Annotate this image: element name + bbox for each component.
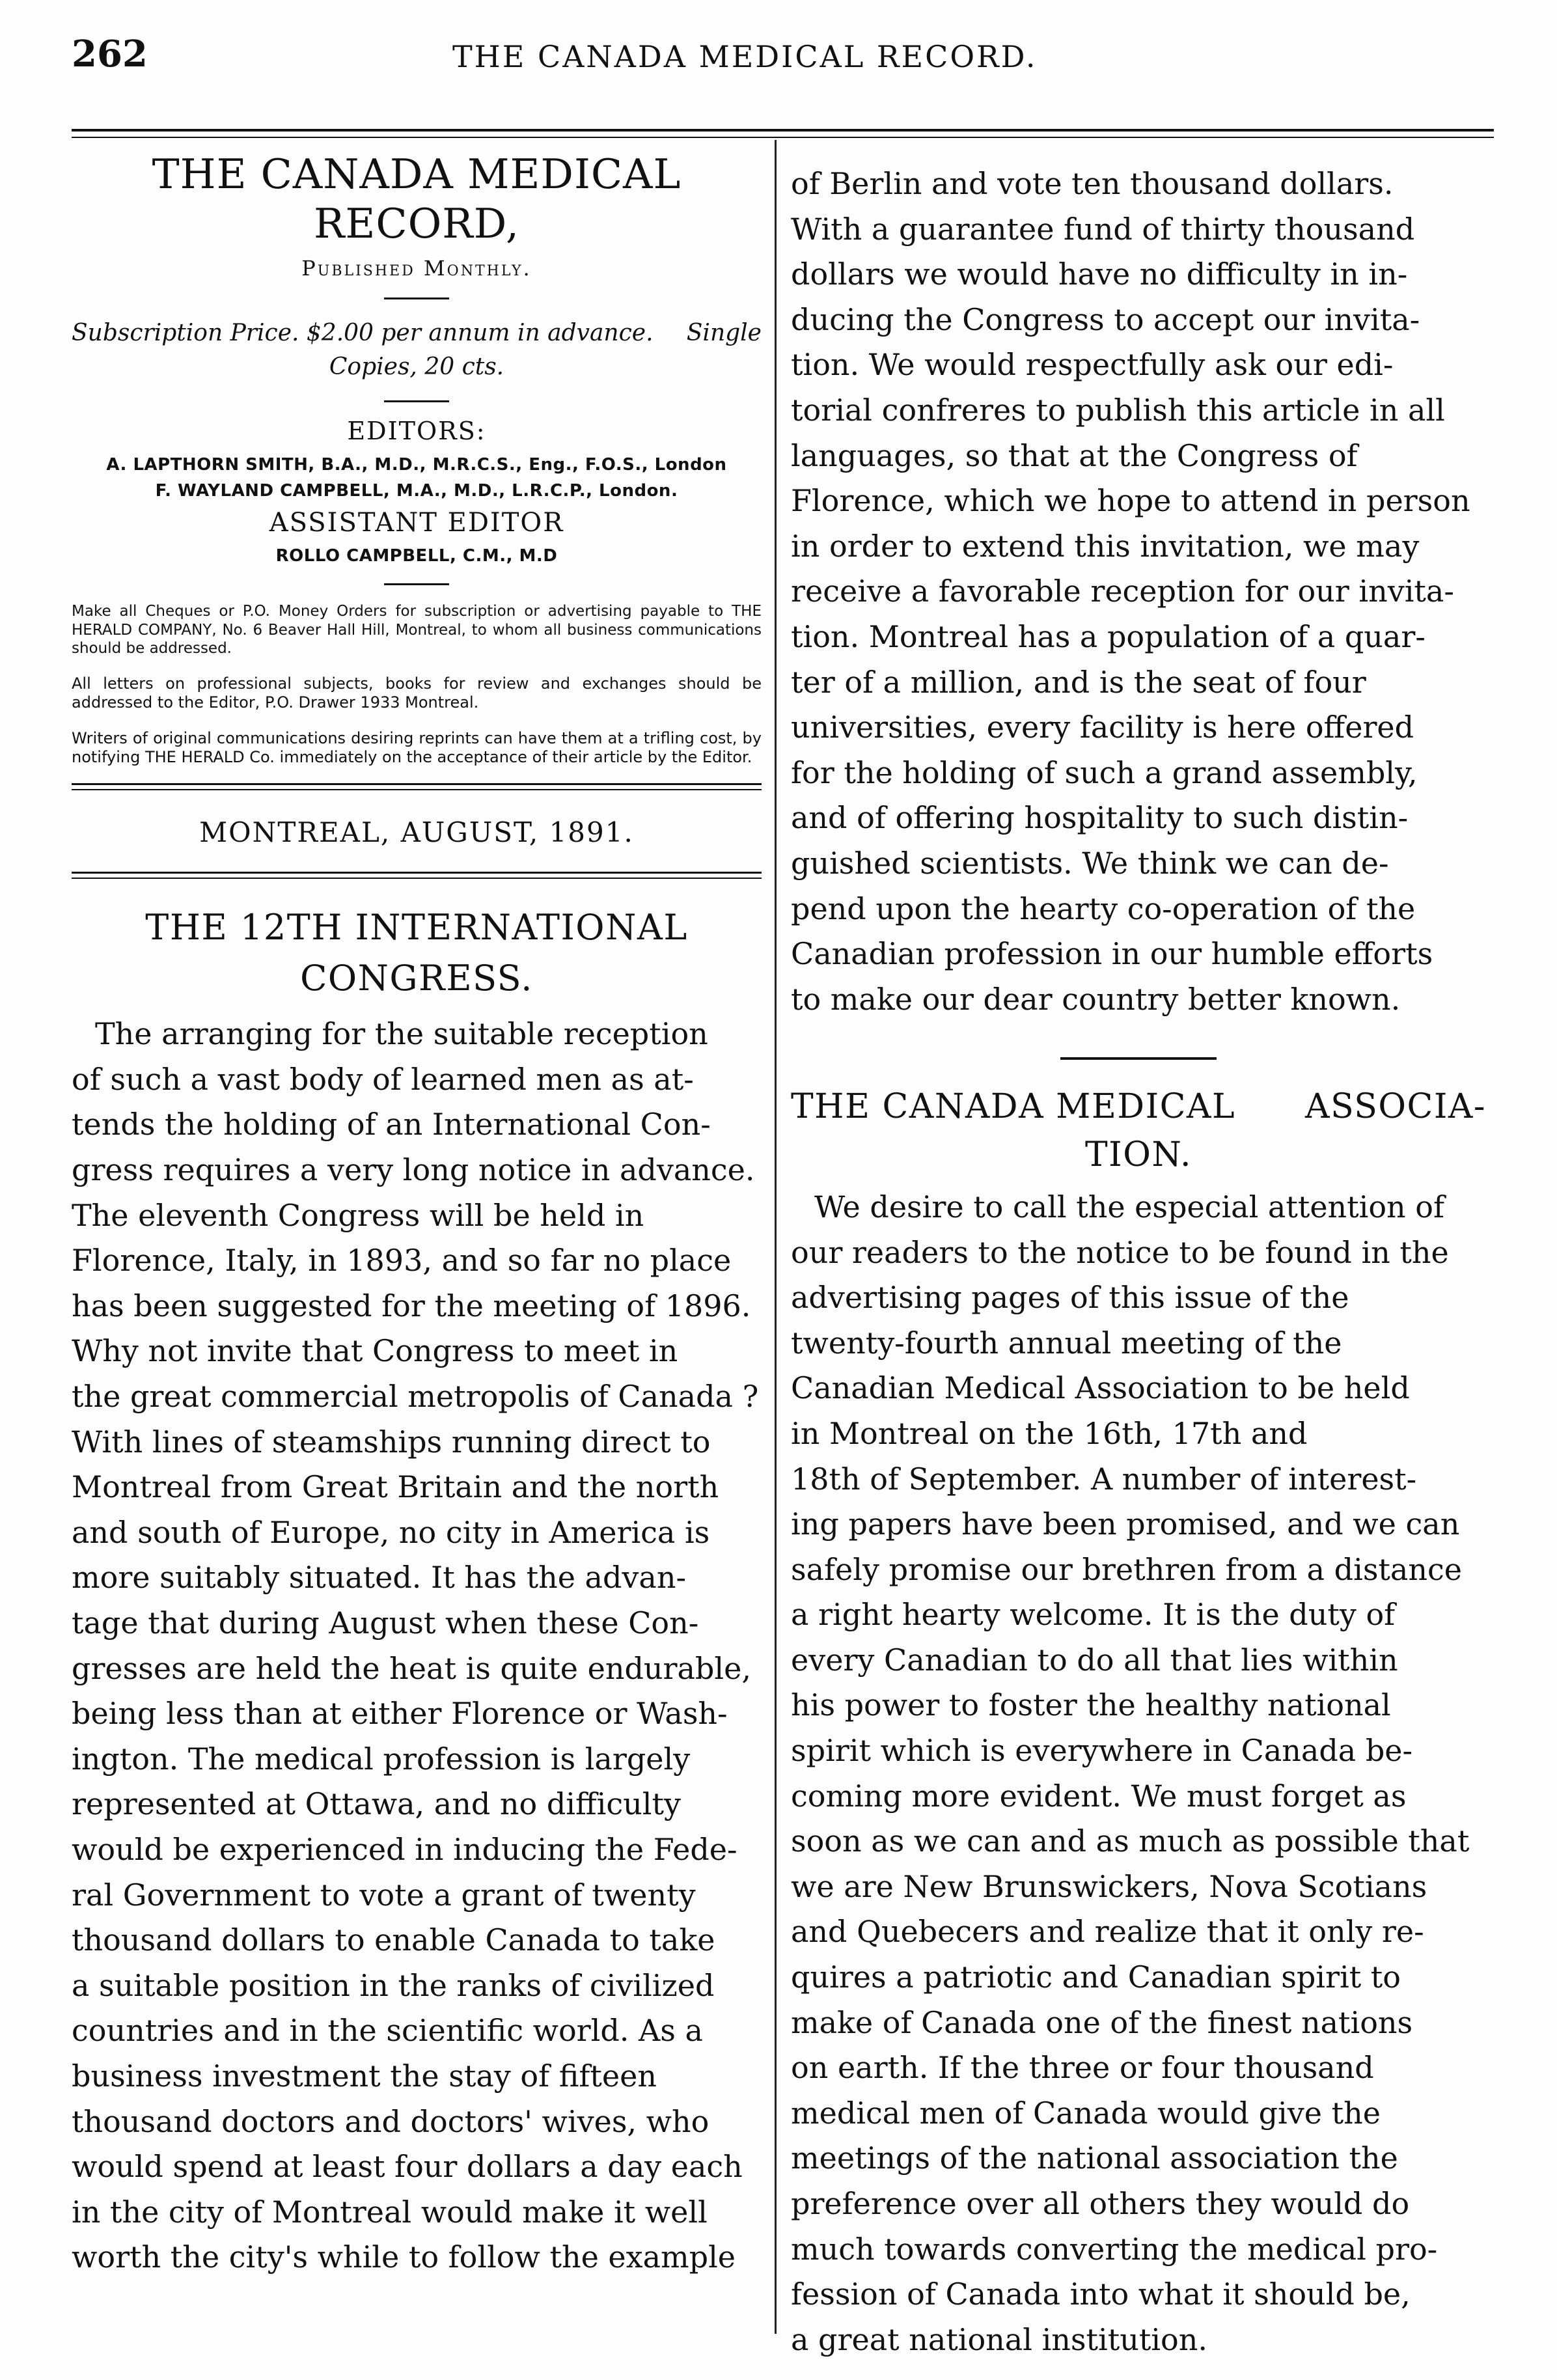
single-label: Single xyxy=(686,320,762,347)
text-line: of Berlin and vote ten thousand dollars. xyxy=(791,166,1394,201)
text-line: We desire to call the especial attention of xyxy=(814,1189,1445,1225)
dateline: MONTREAL, AUGUST, 1891. xyxy=(199,816,634,848)
text-line: gress requires a very long notice in advance. xyxy=(72,1152,755,1188)
article-title-line: THE 12TH INTERNATIONAL xyxy=(145,906,688,948)
assistant-editor-heading: ASSISTANT EDITOR xyxy=(269,508,564,538)
article-body xyxy=(791,1185,1486,2362)
text-line: in order to extend this invitation, we may xyxy=(791,528,1420,564)
editor-name: A. LAPTHORN SMITH, B.A., M.D., M.R.C.S., Eng., F.O.S., London xyxy=(106,454,727,475)
text-line: in Montreal on the 16th, 17th and xyxy=(791,1415,1308,1451)
short-rule xyxy=(384,583,449,585)
text-line: his power to foster the healthy national xyxy=(791,1687,1391,1723)
text-line: twenty-fourth annual meeting of the xyxy=(791,1325,1342,1361)
text-line: a right hearty welcome. It is the duty of xyxy=(791,1597,1396,1633)
article-body xyxy=(72,1012,762,2280)
text-line: on earth. If the three or four thousand xyxy=(791,2050,1374,2086)
text-line: a suitable position in the ranks of civilized xyxy=(72,1967,715,2003)
text-line: coming more evident. We must forget as xyxy=(791,1778,1407,1814)
header-rule-thin xyxy=(72,137,1494,138)
text-line: worth the city's while to follow the example xyxy=(72,2239,736,2275)
text-line: and Quebecers and realize that it only re- xyxy=(791,1914,1424,1950)
text-line: torial confreres to publish this article in all xyxy=(791,392,1445,428)
article-body-continued xyxy=(791,161,1486,1022)
subscription-info xyxy=(72,316,762,384)
text-line: With lines of steamships running direct to xyxy=(72,1424,711,1460)
masthead-title: THE CANADA MEDICAL RECORD, xyxy=(152,150,682,247)
editors-heading: EDITORS: xyxy=(347,416,486,445)
text-line: business investment the stay of fifteen xyxy=(72,2058,657,2094)
text-line: advertising pages of this issue of the xyxy=(791,1280,1349,1316)
text-line: make of Canada one of the finest nations xyxy=(791,2004,1413,2040)
text-line: ter of a million, and is the seat of four xyxy=(791,664,1366,700)
text-line: Canadian profession in our humble efforts xyxy=(791,936,1433,972)
running-title: THE CANADA MEDICAL RECORD. xyxy=(452,39,1038,74)
text-line: has been suggested for the meeting of 1896. xyxy=(72,1288,751,1323)
section-rule xyxy=(1060,1057,1217,1060)
text-line: our readers to the notice to be found in the xyxy=(791,1234,1449,1270)
text-line: in the city of Montreal would make it well xyxy=(72,2194,708,2230)
column-divider xyxy=(775,140,777,2334)
text-line: Florence, which we hope to attend in person xyxy=(791,483,1470,519)
right-column xyxy=(791,161,1486,2362)
article-title-line: CONGRESS. xyxy=(300,957,533,999)
text-line: countries and in the scientific world. As a xyxy=(72,2013,703,2049)
article-title-part: ASSOCIA- xyxy=(1305,1087,1486,1127)
text-line: every Canadian to do all that lies within xyxy=(791,1642,1398,1678)
text-line: would be experienced in inducing the Fede- xyxy=(72,1831,737,1867)
text-line: we are New Brunswickers, Nova Scotians xyxy=(791,1868,1427,1904)
text-line: Canadian Medical Association to be held xyxy=(791,1370,1410,1406)
text-line: The arranging for the suitable reception xyxy=(95,1016,708,1052)
text-line: quires a patriotic and Canadian spirit to xyxy=(791,1959,1401,1995)
text-line: dollars we would have no difficulty in in- xyxy=(791,256,1408,292)
text-line: of such a vast body of learned men as at- xyxy=(72,1061,694,1097)
page-number: 262 xyxy=(72,33,148,76)
note-paragraph: All letters on professional subjects, books for review and exchanges should be addressed to the Editor, P.O. Drawer 1933 Montreal. xyxy=(72,674,762,712)
text-line: the great commercial metropolis of Canada ? xyxy=(72,1379,759,1414)
subscription-price: Subscription Price. $2.00 per annum in advance. xyxy=(72,320,654,347)
text-line: safely promise our brethren from a distance xyxy=(791,1551,1462,1587)
text-line: soon as we can and as much as possible that xyxy=(791,1823,1470,1859)
text-line: and of offering hospitality to such distin- xyxy=(791,800,1409,836)
text-line: and south of Europe, no city in America is xyxy=(72,1514,710,1550)
published-monthly: Published Monthly. xyxy=(301,256,532,281)
double-rule xyxy=(72,872,762,879)
note-paragraph: Writers of original communications desiring reprints can have them at a trifling cost, by notifying THE HERALD Co. immediately on the acceptance of their article by the Editor. xyxy=(72,729,762,767)
text-line: tion. Montreal has a population of a quar- xyxy=(791,618,1426,654)
text-line: much towards converting the medical pro- xyxy=(791,2231,1438,2267)
text-line: ing papers have been promised, and we can xyxy=(791,1506,1460,1542)
header-rule xyxy=(72,129,1494,131)
text-line: more suitably situated. It has the advan- xyxy=(72,1560,686,1596)
text-line: to make our dear country better known. xyxy=(791,981,1401,1017)
text-line: a great national institution. xyxy=(791,2321,1207,2357)
article-title-line: TION. xyxy=(1084,1135,1192,1175)
note-paragraph: Make all Cheques or P.O. Money Orders for subscription or advertising payable to THE HERALD COMPANY, No. 6 Beaver Hall Hill, Montreal, to whom all business communications should be addressed. xyxy=(72,603,762,657)
editor-name: F. WAYLAND CAMPBELL, M.A., M.D., L.R.C.P., London. xyxy=(155,480,678,501)
text-line: ducing the Congress to accept our invita- xyxy=(791,301,1420,337)
text-line: The eleventh Congress will be held in xyxy=(72,1197,644,1233)
text-line: tion. We would respectfully ask our edi- xyxy=(791,347,1394,383)
text-line: thousand dollars to enable Canada to take xyxy=(72,1922,715,1958)
text-line: preference over all others they would do xyxy=(791,2186,1410,2221)
text-line: 18th of September. A number of interest- xyxy=(791,1461,1417,1497)
text-line: Why not invite that Congress to meet in xyxy=(72,1333,678,1369)
text-line: gresses are held the heat is quite endurable, xyxy=(72,1650,751,1686)
text-line: receive a favorable reception for our invita- xyxy=(791,574,1454,609)
text-line: ral Government to vote a grant of twenty xyxy=(72,1877,696,1913)
short-rule xyxy=(384,400,449,402)
text-line: would spend at least four dollars a day each xyxy=(72,2149,743,2185)
text-line: languages, so that at the Congress of xyxy=(791,437,1358,473)
left-column xyxy=(72,150,762,2280)
text-line: meetings of the national association the xyxy=(791,2140,1398,2176)
double-rule xyxy=(72,783,762,790)
article-title xyxy=(72,902,762,1004)
article-title xyxy=(791,1083,1486,1180)
text-line: universities, every facility is here offered xyxy=(791,710,1414,745)
text-line: represented at Ottawa, and no difficulty xyxy=(72,1786,681,1822)
text-line: guished scientists. We think we can de- xyxy=(791,845,1389,881)
text-line: pend upon the hearty co-operation of the xyxy=(791,891,1416,926)
text-line: tage that during August when these Con- xyxy=(72,1605,699,1640)
text-line: tends the holding of an International Con- xyxy=(72,1107,711,1142)
assistant-editor-name: ROLLO CAMPBELL, C.M., M.D xyxy=(275,546,558,566)
text-line: fession of Canada into what it should be, xyxy=(791,2276,1411,2312)
text-line: thousand doctors and doctors' wives, who xyxy=(72,2103,710,2139)
text-line: for the holding of such a grand assembly, xyxy=(791,754,1418,790)
text-line: Montreal from Great Britain and the north xyxy=(72,1469,719,1505)
short-rule xyxy=(384,298,449,299)
text-line: ington. The medical profession is largely xyxy=(72,1741,691,1777)
text-line: medical men of Canada would give the xyxy=(791,2095,1381,2131)
text-line: With a guarantee fund of thirty thousand xyxy=(791,211,1415,247)
text-line: being less than at either Florence or Wash- xyxy=(72,1696,728,1732)
text-line: spirit which is everywhere in Canada be- xyxy=(791,1733,1413,1769)
text-line: Florence, Italy, in 1893, and so far no place xyxy=(72,1243,732,1279)
single-copies: Copies, 20 cts. xyxy=(329,353,504,381)
publisher-notes xyxy=(72,602,762,767)
article-title-part: THE CANADA MEDICAL xyxy=(791,1087,1235,1127)
